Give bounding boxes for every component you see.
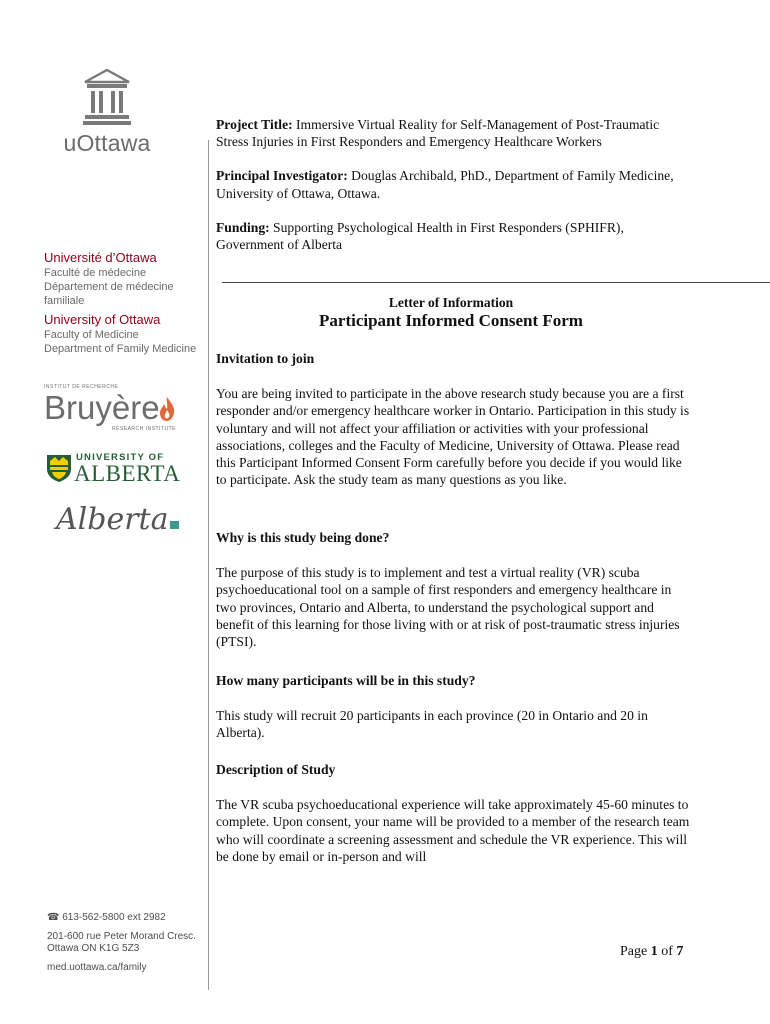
flame-icon [158, 396, 176, 422]
en-university: University of Ottawa [44, 312, 161, 327]
section-description [216, 761, 691, 882]
section-invitation [216, 350, 691, 505]
form-title: Participant Informed Consent Form [319, 311, 583, 330]
bruyere-bottom-text: RESEARCH INSTITUTE [111, 426, 176, 432]
section-body: The purpose of this study is to implement and test a virtual reality (VR) scuba psychoeducational tool on a sample of first responders and emergency healthcare in two provinces, Ontario and Alberta, to understand the psychological support and benefit of this learning for those living with or at risk of post-traumatic stress injuries (PTSI). [216, 565, 680, 650]
uottawa-logo [52, 68, 162, 157]
ualberta-line1: UNIVERSITY OF [76, 452, 165, 463]
bruyere-top-text: INSTITUT DE RECHERCHE [44, 384, 119, 390]
header-divider [222, 282, 770, 283]
section-heading: Description of Study [216, 762, 336, 777]
section-heading: Why is this study being done? [216, 530, 390, 545]
funding: Funding: Supporting Psychological Health in First Responders (SPHIFR), Government of Alberta [216, 219, 624, 253]
en-faculty: Faculty of Medicine [44, 329, 139, 341]
page-number: Page 1 of 7 [620, 944, 684, 959]
section-body: You are being invited to participate in the above research study because you are a first responder and/or emergency healthcare worker in Ontario. Participation in this study is voluntary and will not affect your affiliation or activities with your professional associations, colleges and the Faculty of Medicine, University of Ottawa. Please read this Participant Informed Consent Form carefully before you decide if you would like to participate. Ask the study team as many questions as you like. [216, 386, 690, 488]
section-heading: How many participants will be in this study? [216, 673, 476, 688]
alberta-government-logo [56, 502, 179, 537]
uottawa-building-icon [83, 68, 131, 126]
fr-faculty: Faculté de médecine [44, 267, 147, 279]
ualberta-shield-icon [46, 453, 72, 483]
section-body: The VR scuba psychoeducational experience will take approximately 45-60 minutes to complete. Upon consent, your name will be provided to a member of the research team who will coordinate a screening assessment and schedule the VR experience. This will be done by email or in-person and will [216, 797, 690, 864]
bruyere-name: Bruyère [44, 389, 160, 426]
contact-web: med.uottawa.ca/family [47, 962, 147, 973]
letter-heading: Letter of Information [388, 295, 514, 310]
section-body: This study will recruit 20 participants in each province (20 in Ontario and 20 in Alberta). [216, 708, 648, 741]
section-heading: Invitation to join [216, 351, 315, 366]
en-department: Department of Family Medicine [44, 343, 197, 355]
sidebar-divider [208, 140, 209, 990]
alberta-square-icon [170, 521, 179, 529]
fr-university: Université d’Ottawa [44, 250, 157, 265]
document-header [216, 116, 686, 270]
contact-phone: ☎ 613-562-5800 ext 2982 [47, 912, 166, 923]
bruyere-logo [44, 384, 184, 432]
sidebar [0, 0, 208, 1024]
affiliation-block [44, 250, 209, 356]
principal-investigator: Principal Investigator: Douglas Archibald, PhD., Department of Family Medicine, University of Ottawa, Ottawa. [216, 168, 674, 201]
alberta-gov-wordmark: Alberta [56, 502, 169, 537]
fr-department: Département de médecine familiale [44, 281, 174, 307]
section-participants [216, 672, 691, 759]
contact-address-line2: Ottawa ON K1G 5Z3 [47, 943, 140, 954]
ualberta-line2: ALBERTA [74, 461, 181, 486]
uottawa-wordmark: uOttawa [63, 130, 151, 156]
contact-address-line1: 201-600 rue Peter Morand Cresc. [47, 931, 196, 942]
project-title: Project Title: Immersive Virtual Reality for Self-Management of Post-Traumatic Stress Injuries in First Responders and Emergency Healthcare Workers [216, 117, 660, 150]
contact-block [47, 912, 207, 974]
section-why [216, 529, 691, 667]
